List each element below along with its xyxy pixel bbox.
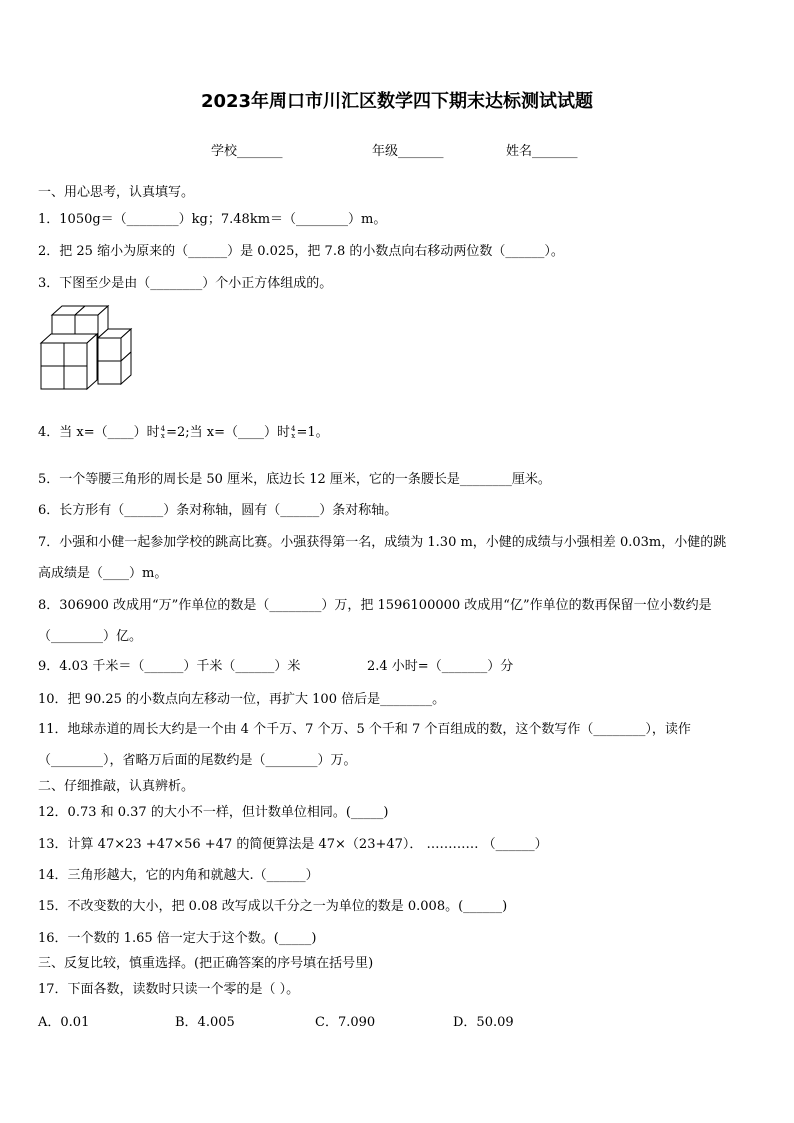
section-1-heading: 一、用心思考，认真填写。 [38,185,195,200]
question-5: 5．一个等腰三角形的周长是 50 厘米，底边长 12 厘米，它的一条腰长是________厘米。 [38,472,551,487]
question-8-line2: （________）亿。 [38,629,143,644]
question-1: 1．1050g＝（________）kg；7.48km＝（________）m。 [38,212,387,227]
question-3: 3．下图至少是由（________）个小正方体组成的。 [38,276,333,291]
grade-field: 年级_______ [372,144,444,159]
question-10: 10．把 90.25 的小数点向左移动一位，再扩大 100 倍后是________。 [38,692,446,707]
question-7-line2: 高成绩是（____）m。 [38,566,168,581]
option-c: C．7.090 [315,1015,376,1030]
name-field: 姓名_______ [506,144,578,159]
option-d: D．50.09 [453,1015,514,1030]
question-17: 17．下面各数，读数时只读一个零的是（ ）。 [38,982,300,997]
question-4-part2: =2;当 x=（____）时 [166,425,291,440]
question-13: 13．计算 47×23 +47×56 +47 的简便算法是 47×（23+47）． ………… （______） [38,837,548,852]
option-b: B．4.005 [175,1015,235,1030]
question-11-line2: （________），省略万后面的尾数约是（________）万。 [38,753,357,768]
question-11-line1: 11．地球赤道的周长大约是一个由 4 个千万、7 个万、5 个千和 7 个百组成的数，这个数写作（________），读作 [38,722,691,737]
question-9-part1: 9．4.03 千米＝（______）千米（______）米 [38,659,301,674]
question-7-line1: 7．小强和小健一起参加学校的跳高比赛。小强获得第一名，成绩为 1.30 m，小健的成绩与小强相差 0.03m，小健的跳 [38,535,727,550]
question-9-part2: 2.4 小时=（_______）分 [367,659,514,674]
option-a: A．0.01 [38,1015,90,1030]
cubes-figure [38,298,138,393]
section-3-heading: 三、反复比较，慎重选择。(把正确答案的序号填在括号里) [38,956,374,971]
page-title: 2023年周口市川汇区数学四下期末达标测试试题 [200,91,594,112]
question-8-line1: 8．306900 改成用“万”作单位的数是（________）万，把 1596100000 改成用“亿”作单位的数再保留一位小数约是 [38,598,712,613]
question-4 [38,421,329,440]
question-16: 16．一个数的 1.65 倍一定大于这个数。(_____) [38,931,317,946]
question-15: 15．不改变数的大小，把 0.08 改写成以千分之一为单位的数是 0.008。(______) [38,899,508,914]
question-4-part1: 4．当 x=（____）时 [38,425,160,440]
question-6: 6．长方形有（______）条对称轴，圆有（______）条对称轴。 [38,503,398,518]
question-12: 12．0.73 和 0.37 的大小不一样，但计数单位相同。(_____) [38,805,389,820]
question-4-part3: =1。 [296,425,329,440]
fraction-4-over-x: 4 x [160,424,166,440]
question-14: 14．三角形越大，它的内角和就越大.（______） [38,868,319,883]
fraction-4-over-x-2: 4 x [291,424,296,440]
question-2: 2．把 25 缩小为原来的（______）是 0.025，把 7.8 的小数点向右移动两位数（______）。 [38,244,564,259]
school-field: 学校_______ [211,144,283,159]
section-2-heading: 二、仔细推敲，认真辨析。 [38,779,195,794]
